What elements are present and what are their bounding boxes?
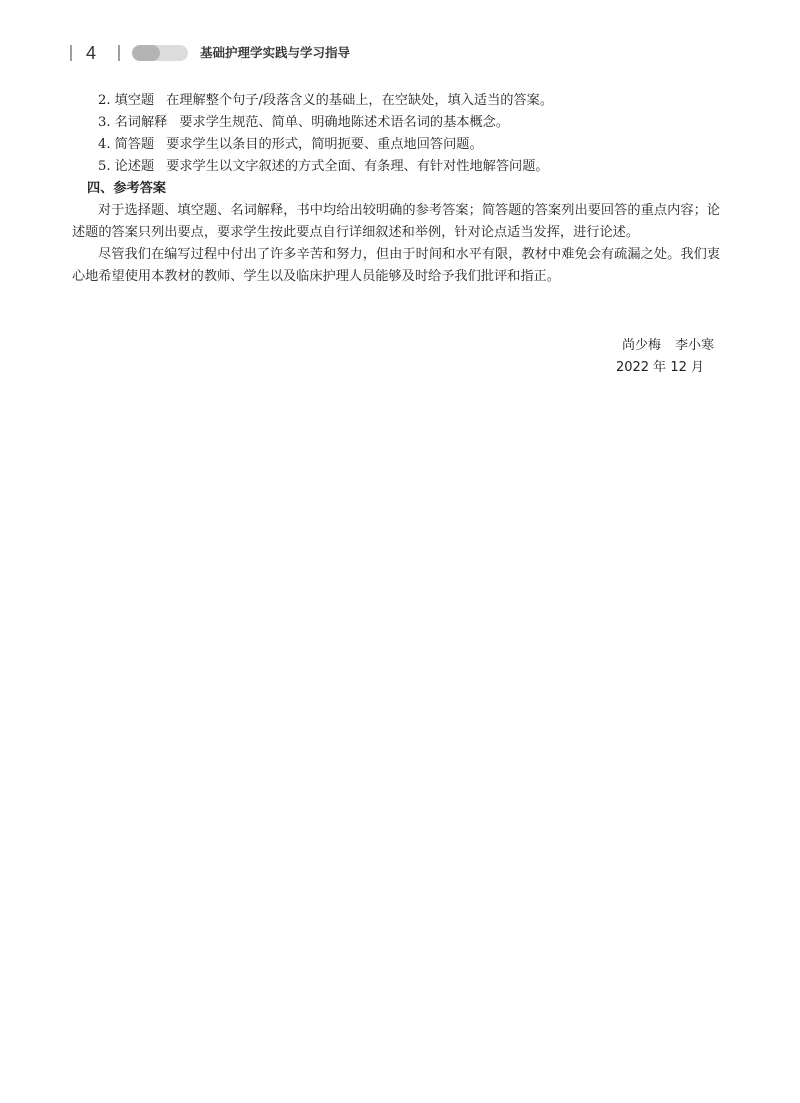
header-decoration-dark	[132, 45, 160, 61]
list-item	[72, 112, 720, 134]
header-left-bar	[70, 45, 72, 61]
section-heading: 四、参考答案	[87, 181, 167, 196]
book-title: 基础护理学实践与学习指导	[200, 45, 351, 60]
paragraph-answers: 对于选择题、填空题、名词解释，书中均给出较明确的参考答案；简答题的答案列出要回答的重点内容；论述题的答案只列出要点，要求学生按此要点自行详细叙述和举例，针对论点适当发挥，进行论述。	[72, 203, 720, 240]
page-number: 4	[86, 43, 97, 63]
signature-authors	[622, 336, 714, 356]
signature-date: 2022 年 12 月	[615, 360, 704, 375]
paragraph-closing: 尽管我们在编写过程中付出了许多辛苦和努力，但由于时间和水平有限，教材中难免会有疏漏之处。我们衷心地希望使用本教材的教师、学生以及临床护理人员能够及时给予我们批评和指正。	[72, 247, 720, 284]
item-number: 2.	[98, 93, 111, 108]
list-item	[72, 134, 720, 156]
page-header	[70, 40, 730, 66]
item-term: 简答题	[114, 137, 155, 152]
author-name: 李小寒	[674, 338, 714, 353]
item-term: 名词解释	[114, 115, 168, 130]
item-number: 4.	[98, 137, 111, 152]
item-number: 5.	[98, 159, 111, 174]
header-right-bar	[118, 45, 120, 61]
item-term: 论述题	[114, 159, 155, 174]
item-description: 在理解整个句子/段落含义的基础上，在空缺处，填入适当的答案。	[166, 93, 554, 108]
main-content	[72, 90, 720, 288]
list-item	[72, 90, 720, 112]
item-description: 要求学生规范、简单、明确地陈述术语名词的基本概念。	[179, 115, 510, 130]
item-description: 要求学生以文字叙述的方式全面、有条理、有针对性地解答问题。	[166, 159, 549, 174]
item-term: 填空题	[114, 93, 155, 108]
list-item	[72, 156, 720, 178]
author-name: 尚少梅	[621, 338, 661, 353]
item-description: 要求学生以条目的形式，简明扼要、重点地回答问题。	[166, 137, 483, 152]
header-decoration	[132, 45, 188, 61]
item-number: 3.	[98, 115, 111, 130]
